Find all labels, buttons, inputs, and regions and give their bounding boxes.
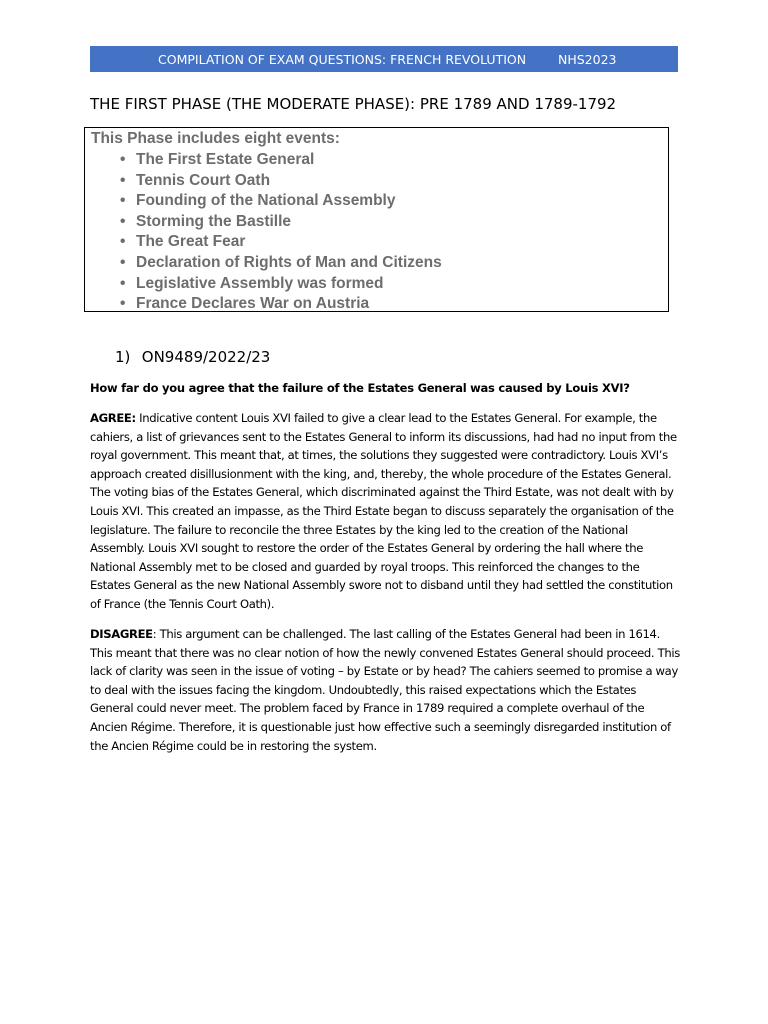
- agree-label: AGREE:: [90, 411, 136, 425]
- events-box: [84, 127, 669, 312]
- agree-paragraph: [90, 409, 680, 614]
- question-text: How far do you agree that the failure of the Estates General was caused by Louis XVI?: [90, 381, 630, 395]
- agree-text: Indicative content Louis XVI failed to give a clear lead to the Estates General. For example, the cahiers, a list of grievances sent to the Estates General to inform its discussions, had had no input from the royal government. This meant that, at times, the solutions they suggested were contradictory. Louis XVI’s approach created disillusionment with the king, and, thereby, the whole procedure of the Estates General. The voting bias of the Estates General, which discriminated against the Third Estate, was not dealt with by Louis XVI. This created an impasse, as the Third Estate began to discuss separately the organisation of the legislature. The failure to reconcile the three Estates by the king led to the creation of the National Assembly. Louis XVI sought to restore the order of the Estates General by ordering the hall where the National Assembly met to be closed and guarded by royal troops. This reinforced the changes to the Estates General as the new National Assembly swore not to disband until they had settled the constitution of France (the Tennis Court Oath).: [90, 411, 677, 611]
- event-item: • The Great Fear: [85, 232, 442, 253]
- document-title: COMPILATION OF EXAM QUESTIONS: FRENCH REVOLUTION: [158, 52, 527, 67]
- document-code: NHS2023: [558, 52, 617, 67]
- event-item: • Declaration of Rights of Man and Citizens: [85, 253, 442, 274]
- disagree-paragraph: [90, 625, 680, 755]
- question-number: 1): [115, 348, 131, 366]
- event-item: • The First Estate General: [85, 150, 442, 171]
- event-item: • France Declares War on Austria: [85, 294, 442, 315]
- document-header-bar: [90, 46, 678, 72]
- event-item: • Storming the Bastille: [85, 212, 442, 233]
- event-item: • Tennis Court Oath: [85, 171, 442, 192]
- question-code: ON9489/2022/23: [141, 348, 271, 366]
- phase-heading: THE FIRST PHASE (THE MODERATE PHASE): PRE 1789 AND 1789-1792: [90, 95, 617, 113]
- events-list: [85, 150, 442, 315]
- event-item: • Founding of the National Assembly: [85, 191, 442, 212]
- disagree-text: : This argument can be challenged. The last calling of the Estates General had been in 1614. This meant that there was no clear notion of how the newly convened Estates General should proceed. This lack of clarity was seen in the issue of voting – by Estate or by head? The cahiers seemed to promise a way to deal with the issues facing the kingdom. Undoubtedly, this raised expectations which the Estates General could never meet. The problem faced by France in 1789 required a complete overhaul of the Ancien Régime. Therefore, it is questionable just how effective such a seemingly disregarded institution of the Ancien Régime could be in restoring the system.: [90, 627, 680, 753]
- disagree-label: DISAGREE: [90, 627, 153, 641]
- question-heading: [115, 348, 270, 366]
- events-intro: This Phase includes eight events:: [91, 130, 340, 147]
- event-item: • Legislative Assembly was formed: [85, 274, 442, 295]
